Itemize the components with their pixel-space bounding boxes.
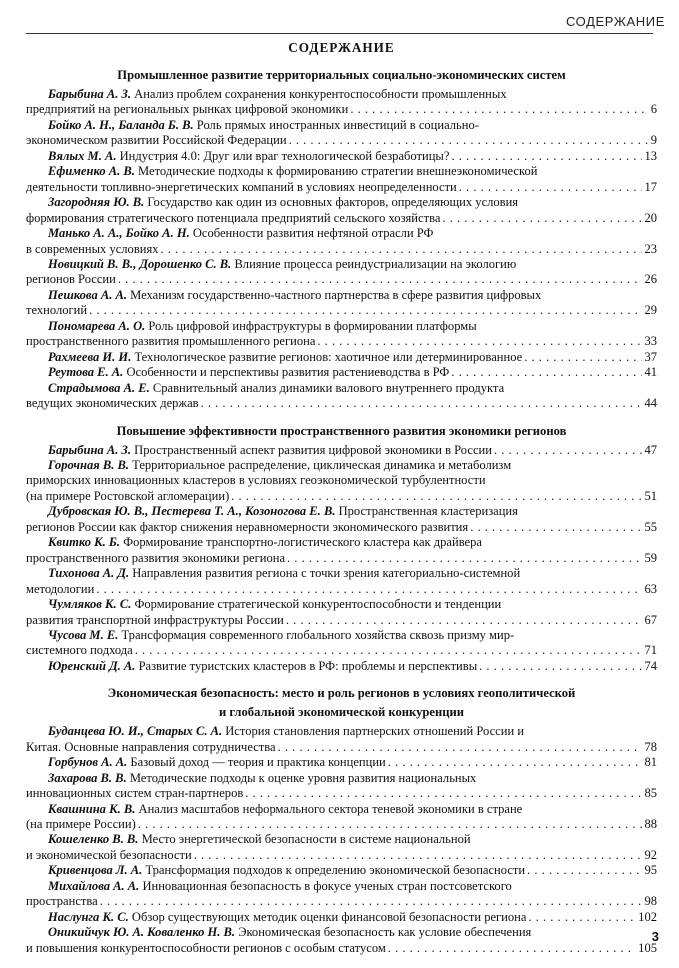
- entry-line: [26, 613, 657, 628]
- toc-entry[interactable]: [26, 319, 657, 350]
- entry-line: [26, 802, 657, 817]
- entry-page-number[interactable]: 81: [644, 755, 657, 770]
- entry-line: [26, 350, 657, 365]
- entry-page-number[interactable]: 67: [644, 612, 657, 627]
- entry-text: [26, 180, 457, 195]
- entry-title-text: приморских инновационных кластеров в условиях геоэкономической турбулентности: [26, 473, 486, 488]
- entry-line: [26, 242, 657, 257]
- entry-page-number[interactable]: 88: [644, 817, 657, 832]
- entry-authors: Манько А. А., Бойко А. Н.: [48, 226, 190, 241]
- toc-entry[interactable]: [26, 597, 657, 628]
- toc-entry[interactable]: [26, 164, 657, 195]
- entry-line: [26, 195, 657, 210]
- dot-leader: [317, 334, 642, 349]
- entry-line: [26, 740, 657, 755]
- entry-text: [48, 226, 433, 240]
- entry-text: [48, 724, 524, 738]
- dot-leader: [527, 863, 642, 878]
- page-number: 3: [651, 929, 659, 944]
- entry-line: [26, 566, 657, 581]
- toc-entry[interactable]: [26, 925, 657, 956]
- entry-line: [26, 520, 657, 535]
- dot-leader: [89, 303, 642, 318]
- entry-authors: Барыбина А. З.: [48, 87, 132, 101]
- entry-authors: Пешкова А. А.: [48, 287, 128, 302]
- entry-title-text: Базовый доход — теория и практика концепции: [130, 755, 386, 770]
- entry-authors: Оникийчук Ю. А. Коваленко Н. В.: [48, 925, 236, 940]
- entry-authors: Кошеленко В. В.: [48, 832, 139, 847]
- entry-title-text: Пространственный аспект развития цифровой экономики в России: [134, 442, 492, 457]
- entry-text: [48, 319, 477, 333]
- entry-title-text: Анализ проблем сохранения конкурентоспособности промышленных: [134, 87, 507, 101]
- entry-line: [26, 164, 657, 179]
- entry-text: [26, 473, 486, 487]
- section-title: Повышение эффективности пространственного развития экономики регионов: [116, 423, 567, 438]
- entry-line: [26, 396, 657, 411]
- toc-entry[interactable]: [26, 724, 657, 755]
- entry-line: [26, 551, 657, 566]
- toc-entry[interactable]: [26, 365, 657, 380]
- dot-leader: [479, 659, 642, 674]
- entry-title-text: регионов России как фактор снижения неравномерности экономического развития: [26, 519, 469, 534]
- entry-text: [48, 755, 386, 770]
- entry-text: [26, 211, 440, 226]
- entry-title-text: Индустрия 4.0: Друг или враг технологической безработицы?: [119, 148, 450, 163]
- toc-entry[interactable]: [26, 118, 657, 149]
- entry-page-number[interactable]: 23: [644, 241, 657, 256]
- entry-title-text: Формирование транспортно-логистического кластера как драйвера: [123, 535, 482, 550]
- entry-page-number[interactable]: 33: [644, 334, 657, 349]
- toc-entry[interactable]: [26, 628, 657, 659]
- entry-page-number[interactable]: 98: [644, 894, 657, 909]
- entry-authors: Квашнина К. В.: [48, 801, 136, 816]
- entry-text: [48, 164, 537, 178]
- toc-entry[interactable]: [26, 566, 657, 597]
- entry-authors: Чумляков К. С.: [48, 597, 132, 612]
- entry-text: [48, 443, 492, 458]
- entry-title-text: формирования стратегического потенциала предприятий сельского хозяйства: [26, 210, 441, 225]
- entry-text: [26, 613, 284, 628]
- entry-text: [26, 272, 116, 287]
- entry-text: [48, 381, 504, 395]
- entry-title-text: Механизм государственно-частного партнерства в сфере развития цифровых: [130, 287, 542, 302]
- entry-line: [26, 303, 657, 318]
- entry-text: [26, 643, 133, 658]
- entry-page-number[interactable]: 63: [644, 581, 657, 596]
- dot-leader: [161, 242, 643, 257]
- entry-page-number[interactable]: 6: [650, 102, 657, 117]
- entry-title-text: Особенности развития нефтяной отрасли РФ: [192, 226, 434, 241]
- dot-leader: [442, 211, 642, 226]
- entry-authors: Загородняя Ю. В.: [48, 195, 145, 210]
- entry-page-number[interactable]: 37: [644, 349, 657, 364]
- entry-line: [26, 879, 657, 894]
- entry-text: [26, 520, 468, 535]
- entry-page-number[interactable]: 102: [638, 909, 657, 924]
- entry-line: [26, 257, 657, 272]
- entry-line: [26, 643, 657, 658]
- entry-line: [26, 272, 657, 287]
- entry-authors: Квитко К. Б.: [48, 535, 121, 550]
- dot-leader: [138, 817, 643, 832]
- entry-authors: Чусова М. Е.: [48, 627, 119, 642]
- section-title: и глобальной экономической конкуренции: [218, 705, 465, 720]
- entry-title-text: пространства: [26, 894, 98, 909]
- entry-text: [26, 786, 243, 801]
- entry-title-text: Обзор существующих методик оценки финансовой безопасности региона: [131, 909, 527, 924]
- toc-entry[interactable]: [26, 910, 657, 925]
- entry-page-number[interactable]: 41: [644, 365, 657, 380]
- entry-authors: Кривенцова Л. А.: [48, 863, 143, 878]
- entry-text: [48, 87, 507, 101]
- entry-title-text: Трансформация подходов к определению экономической безопасности: [145, 863, 526, 878]
- entry-page-number[interactable]: 71: [644, 643, 657, 658]
- entry-line: [26, 118, 657, 133]
- entry-title-text: системного подхода: [26, 643, 133, 658]
- dot-leader: [201, 396, 643, 411]
- toc-entry[interactable]: [26, 443, 657, 458]
- toc-entry[interactable]: [26, 149, 657, 164]
- toc-content: [26, 40, 657, 968]
- entry-page-number[interactable]: 44: [644, 396, 657, 411]
- entry-line: [26, 724, 657, 739]
- toc-section: [26, 686, 657, 956]
- entry-authors: Ефименко А. В.: [48, 164, 135, 179]
- entry-line: [26, 87, 657, 102]
- page-title: СОДЕРЖАНИЕ: [288, 40, 395, 55]
- entry-authors: Рахмеева И. И.: [48, 349, 132, 364]
- entry-line: [26, 133, 657, 148]
- entry-line: [26, 755, 657, 770]
- entry-line: [26, 504, 657, 519]
- toc-entry[interactable]: [26, 504, 657, 535]
- entry-page-number[interactable]: 78: [644, 739, 657, 754]
- entry-title-text: (на примере Ростовской агломерации): [26, 488, 230, 503]
- entry-title-text: пространственного развития промышленного региона: [26, 334, 316, 349]
- entry-line: [26, 226, 657, 241]
- toc-entry[interactable]: [26, 879, 657, 910]
- entry-page-number[interactable]: 92: [644, 847, 657, 862]
- dot-leader: [470, 520, 642, 535]
- dot-leader: [287, 551, 642, 566]
- toc-entry[interactable]: [26, 87, 657, 118]
- toc-entry[interactable]: [26, 771, 657, 802]
- entry-text: [26, 582, 94, 597]
- entry-authors: Захарова В. В.: [48, 770, 127, 785]
- entry-text: [26, 740, 276, 755]
- entry-line: [26, 489, 657, 504]
- entry-text: [48, 566, 520, 580]
- entry-title-text: Роль цифровой инфраструктуры в формировании платформы: [148, 318, 477, 333]
- entry-text: [26, 102, 348, 117]
- dot-leader: [231, 489, 642, 504]
- toc-entry[interactable]: [26, 535, 657, 566]
- entry-line: [26, 832, 657, 847]
- entry-text: [26, 817, 136, 832]
- entry-title-text: Методические подходы к формированию стратегии внешнеэкономической: [138, 164, 538, 179]
- dot-leader: [350, 102, 648, 117]
- entry-page-number[interactable]: 74: [644, 658, 657, 673]
- entry-title-text: История становления партнерских отношений России и: [225, 724, 525, 739]
- entry-title-text: методологии: [26, 581, 95, 596]
- entry-text: [26, 941, 386, 956]
- entry-text: [48, 350, 522, 365]
- entry-authors: Юренский Д. А.: [48, 658, 136, 673]
- dot-leader: [100, 894, 643, 909]
- entry-text: [48, 863, 525, 878]
- entry-title-text: технологий: [26, 303, 88, 318]
- entry-title-text: Направления развития региона с точки зрения категориально-системной: [132, 566, 521, 581]
- entry-authors: Наслунга К. С.: [48, 909, 129, 924]
- entry-page-number[interactable]: 95: [644, 863, 657, 878]
- entry-line: [26, 941, 657, 956]
- entry-authors: Страдымова А. Е.: [48, 380, 150, 395]
- toc-entry[interactable]: [26, 832, 657, 863]
- dot-leader: [245, 786, 642, 801]
- entry-page-number[interactable]: 55: [644, 519, 657, 534]
- dot-leader: [524, 350, 642, 365]
- toc-entry[interactable]: [26, 659, 657, 674]
- entry-text: [26, 242, 159, 257]
- entry-text: [48, 118, 479, 132]
- entry-title-text: Технологическое развитие регионов: хаотичное или детерминированное: [134, 349, 523, 364]
- entry-authors: Бойко А. Н., Баланда Б. В.: [48, 117, 194, 132]
- entry-title-text: пространственного развития экономики региона: [26, 550, 286, 565]
- entry-line: [26, 582, 657, 597]
- toc-entry[interactable]: [26, 350, 657, 365]
- entry-text: [48, 504, 518, 518]
- toc-entry[interactable]: [26, 802, 657, 833]
- entry-authors: Вялых М. А.: [48, 148, 117, 163]
- entry-title-text: Анализ масштабов неформального сектора теневой экономики в стране: [138, 801, 523, 816]
- entry-text: [48, 659, 477, 674]
- entry-line: [26, 910, 657, 925]
- entry-page-number[interactable]: 20: [644, 210, 657, 225]
- dot-leader: [278, 740, 643, 755]
- entry-text: [48, 925, 531, 939]
- entry-title-text: ведущих экономических держав: [26, 396, 199, 411]
- entry-line: [26, 102, 657, 117]
- entry-authors: Буданцева Ю. И., Старых С. А.: [48, 724, 223, 739]
- entry-title-text: Пространственная кластеризация: [338, 504, 518, 519]
- entry-text: [26, 894, 98, 909]
- entry-page-number[interactable]: 29: [644, 303, 657, 318]
- entry-text: [48, 771, 476, 785]
- entry-title-text: (на примере России): [26, 817, 136, 832]
- dot-leader: [388, 755, 643, 770]
- entry-page-number[interactable]: 105: [638, 940, 657, 955]
- dot-leader: [135, 643, 643, 658]
- entry-title-text: развития транспортной инфраструктуры России: [26, 612, 284, 627]
- entry-text: [26, 303, 87, 318]
- section-title: Промышленное развитие территориальных социально-экономических систем: [117, 68, 566, 82]
- entry-text: [48, 535, 482, 549]
- toc-entry[interactable]: [26, 458, 657, 504]
- dot-leader: [194, 848, 643, 863]
- entry-text: [48, 832, 471, 846]
- entry-authors: Тихонова А. Д.: [48, 566, 130, 581]
- entry-title-text: Китая. Основные направления сотрудничества: [26, 739, 276, 754]
- entry-line: [26, 786, 657, 801]
- entry-page-number[interactable]: 51: [644, 488, 657, 503]
- entry-line: [26, 180, 657, 195]
- entry-page-number[interactable]: 9: [650, 133, 657, 148]
- dot-leader: [388, 941, 636, 956]
- entry-title-text: регионов России: [26, 272, 116, 287]
- entry-text: [48, 288, 541, 302]
- entry-line: [26, 894, 657, 909]
- entry-line: [26, 319, 657, 334]
- entry-authors: Барыбина А. З.: [48, 442, 132, 457]
- entry-title-text: и повышения конкурентоспособности регионов с особым статусом: [26, 940, 386, 955]
- dot-leader: [96, 582, 642, 597]
- dot-leader: [494, 443, 643, 458]
- entry-title-text: Место энергетической безопасности в системе национальной: [141, 832, 471, 847]
- toc-section: [26, 68, 657, 412]
- running-head: СОДЕРЖАНИЕ: [565, 14, 665, 29]
- entry-title-text: Формирование стратегической конкурентоспособности и тенденции: [134, 597, 502, 612]
- entry-title-text: в современных условиях: [26, 241, 159, 256]
- dot-leader: [286, 613, 643, 628]
- dot-leader: [459, 180, 643, 195]
- entry-text: [26, 551, 285, 566]
- entry-title-text: Трансформация современного глобального хозяйства сквозь призму мир-: [121, 627, 515, 642]
- entry-title-text: Государство как один из основных факторов, определяющих условия: [147, 195, 519, 210]
- entry-authors: Михайлова А. А.: [48, 878, 140, 893]
- dot-leader: [289, 133, 649, 148]
- entry-title-text: Сравнительный анализ динамики валового внутреннего продукта: [152, 380, 505, 395]
- entry-authors: Пономарева А. О.: [48, 318, 146, 333]
- entry-text: [48, 257, 516, 271]
- toc-entry[interactable]: [26, 195, 657, 226]
- entry-page-number[interactable]: 26: [644, 272, 657, 287]
- entry-title-text: предприятий на региональных рынках цифровой экономики: [26, 102, 349, 117]
- entry-authors: Реутова Е. А.: [48, 365, 124, 380]
- toc-entry[interactable]: [26, 257, 657, 288]
- entry-page-number[interactable]: 59: [644, 550, 657, 565]
- entry-title-text: и экономической безопасности: [26, 847, 192, 862]
- dot-leader: [451, 149, 642, 164]
- toc-entry[interactable]: [26, 226, 657, 257]
- entry-page-number[interactable]: 13: [644, 148, 657, 163]
- section-title: Экономическая безопасность: место и роль регионов в условиях геополитической: [107, 686, 576, 701]
- entry-page-number[interactable]: 85: [644, 786, 657, 801]
- entry-title-text: экономическом развитии Российской Федерации: [26, 133, 287, 148]
- entry-line: [26, 381, 657, 396]
- entry-text: [26, 334, 315, 349]
- entry-line: [26, 535, 657, 550]
- entry-text: [48, 802, 522, 816]
- entry-title-text: Методические подходы к оценке уровня развития национальных: [129, 770, 477, 785]
- entry-line: [26, 659, 657, 674]
- entry-text: [26, 396, 199, 411]
- entry-text: [48, 910, 526, 925]
- entry-title-text: Территориальное распределение, циклическая динамика и метаболизм: [132, 457, 512, 472]
- entry-line: [26, 211, 657, 226]
- entry-title-text: Влияние процесса реиндустриализации на экологию: [234, 256, 517, 271]
- dot-leader: [528, 910, 636, 925]
- entry-line: [26, 817, 657, 832]
- toc-sections: [26, 68, 657, 956]
- entry-line: [26, 597, 657, 612]
- entry-page-number[interactable]: 17: [644, 179, 657, 194]
- entry-line: [26, 458, 657, 473]
- dot-leader: [451, 365, 642, 380]
- entry-authors: Дубровская Ю. В., Пестерева Т. А., Козоногова Е. В.: [48, 504, 336, 519]
- entry-text: [48, 597, 501, 611]
- entry-text: [48, 365, 449, 380]
- toc-entry[interactable]: [26, 288, 657, 319]
- entry-line: [26, 771, 657, 786]
- entry-title-text: Роль прямых иностранных инвестиций в социально-: [196, 117, 479, 132]
- entry-authors: Новицкий В. В., Дорошенко С. В.: [48, 256, 232, 271]
- entry-line: [26, 443, 657, 458]
- entry-line: [26, 848, 657, 863]
- entry-text: [26, 848, 192, 863]
- entry-title-text: Развитие туристских кластеров в РФ: проблемы и перспективы: [138, 658, 478, 673]
- entry-text: [48, 149, 449, 164]
- entry-line: [26, 925, 657, 940]
- entry-text: [26, 133, 287, 148]
- header-rule: [26, 33, 653, 34]
- entry-title-text: Особенности и перспективы развития растениеводства в РФ: [126, 365, 450, 380]
- entry-line: [26, 149, 657, 164]
- entry-text: [48, 628, 514, 642]
- toc-entry[interactable]: [26, 755, 657, 770]
- entry-line: [26, 473, 657, 488]
- entry-text: [48, 458, 511, 472]
- entry-authors: Горочная В. В.: [48, 457, 129, 472]
- entry-title-text: деятельности топливно-энергетических компаний в условиях неопределенности: [26, 179, 457, 194]
- entry-text: [48, 195, 518, 209]
- entry-line: [26, 365, 657, 380]
- toc-entry[interactable]: [26, 381, 657, 412]
- entry-text: [26, 489, 229, 504]
- entry-title-text: Экономическая безопасность как условие обеспечения: [238, 925, 532, 940]
- toc-section: [26, 424, 657, 675]
- toc-entry[interactable]: [26, 863, 657, 878]
- entry-title-text: инновационных систем стран-партнеров: [26, 786, 244, 801]
- dot-leader: [118, 272, 643, 287]
- entry-line: [26, 288, 657, 303]
- entry-line: [26, 628, 657, 643]
- entry-authors: Горбунов А. А.: [48, 755, 128, 770]
- entry-title-text: Инновационная безопасность в фокусе ученых стран постсоветского: [142, 878, 512, 893]
- entry-text: [48, 879, 512, 893]
- entry-line: [26, 334, 657, 349]
- entry-line: [26, 863, 657, 878]
- entry-page-number[interactable]: 47: [644, 442, 657, 457]
